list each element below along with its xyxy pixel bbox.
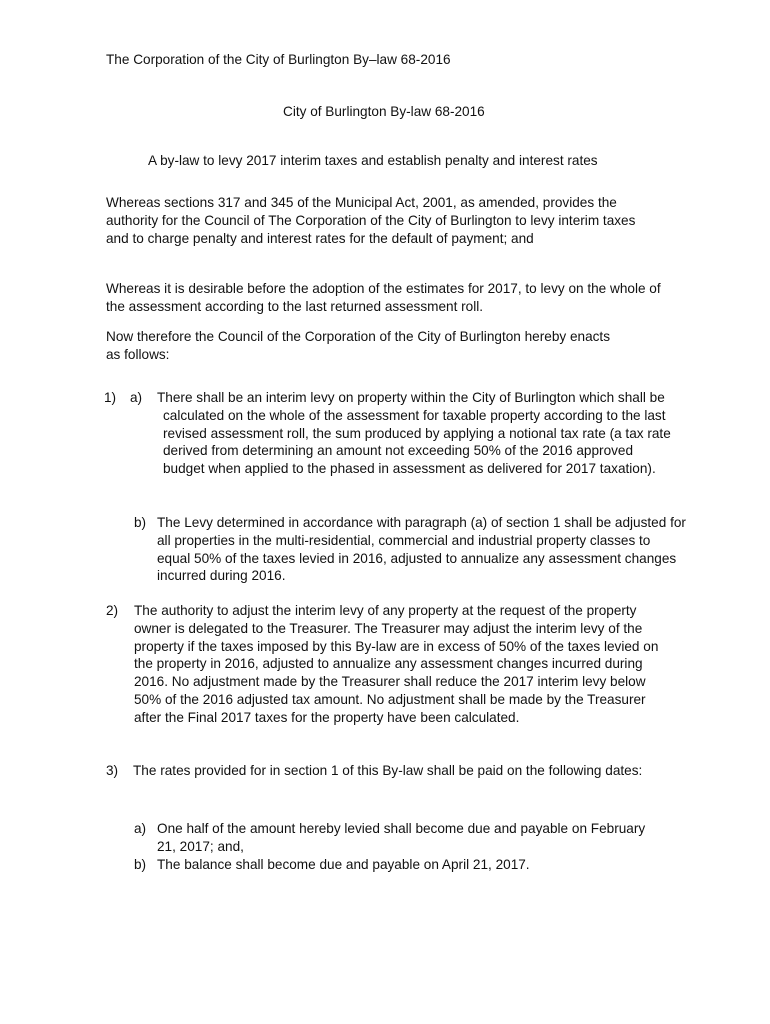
section-3b-text: The balance shall become due and payable on April 21, 2017. xyxy=(157,857,530,872)
section-1a-text: There shall be an interim levy on property within the City of Burlington which shall be calculated on the whole of the assessment for taxable property according to the last revised assessment roll, the sum produced by applying a notional tax rate (a tax rate derived from determining an amount not exceeding 50% of the 2016 approved budget when applied to the phased in assessment as delivered for 2017 taxation). xyxy=(157,390,671,477)
section-3a-text: One half of the amount hereby levied shall become due and payable on February 21, 2017; and, xyxy=(157,821,646,854)
section-1b-text: The Levy determined in accordance with paragraph (a) of section 1 shall be adjusted for all properties in the multi-residential, commercial and industrial property classes to equal 50% of the taxes levied in 2016, adjusted to annualize any assessment changes incurred during 2016. xyxy=(157,515,686,584)
whereas-paragraph-2: Whereas it is desirable before the adoption of the estimates for 2017, to levy on the whole of the assessment according to the last returned assessment roll. xyxy=(106,281,661,314)
section-1a-label: a) xyxy=(130,390,143,405)
section-3-text: The rates provided for in section 1 of this By-law shall be paid on the following dates: xyxy=(133,763,643,778)
section-1-number: 1) xyxy=(104,390,117,405)
whereas-paragraph-1: Whereas sections 317 and 345 of the Municipal Act, 2001, as amended, provides the authority for the Council of The Corporation of the City of Burlington to levy interim taxes and to charge penalty and interest rates for the default of payment; and xyxy=(106,195,636,246)
document-header: The Corporation of the City of Burlington By–law 68-2016 xyxy=(106,52,451,67)
section-3-number: 3) xyxy=(106,763,119,778)
bylaw-title: City of Burlington By-law 68-2016 xyxy=(283,104,485,119)
enactment-paragraph: Now therefore the Council of the Corporation of the City of Burlington hereby enacts as follows: xyxy=(106,329,611,362)
bylaw-subtitle: A by-law to levy 2017 interim taxes and establish penalty and interest rates xyxy=(148,153,598,168)
section-1b-label: b) xyxy=(134,515,147,530)
section-2-text: The authority to adjust the interim levy of any property at the request of the property owner is delegated to the Treasurer. The Treasurer may adjust the interim levy of the property if the taxes imposed by this By-law are in excess of 50% of the taxes levied on the property in 2016, adjusted to annualize any assessment changes incurred during 2016. No adjustment made by the Treasurer shall reduce the 2017 interim levy below 50% of the 2016 adjusted tax amount. No adjustment shall be made by the Treasurer after the Final 2017 taxes for the property have been calculated. xyxy=(134,603,659,725)
section-3b-label: b) xyxy=(134,857,147,872)
section-2-number: 2) xyxy=(106,603,119,618)
section-3a-label: a) xyxy=(134,821,147,836)
